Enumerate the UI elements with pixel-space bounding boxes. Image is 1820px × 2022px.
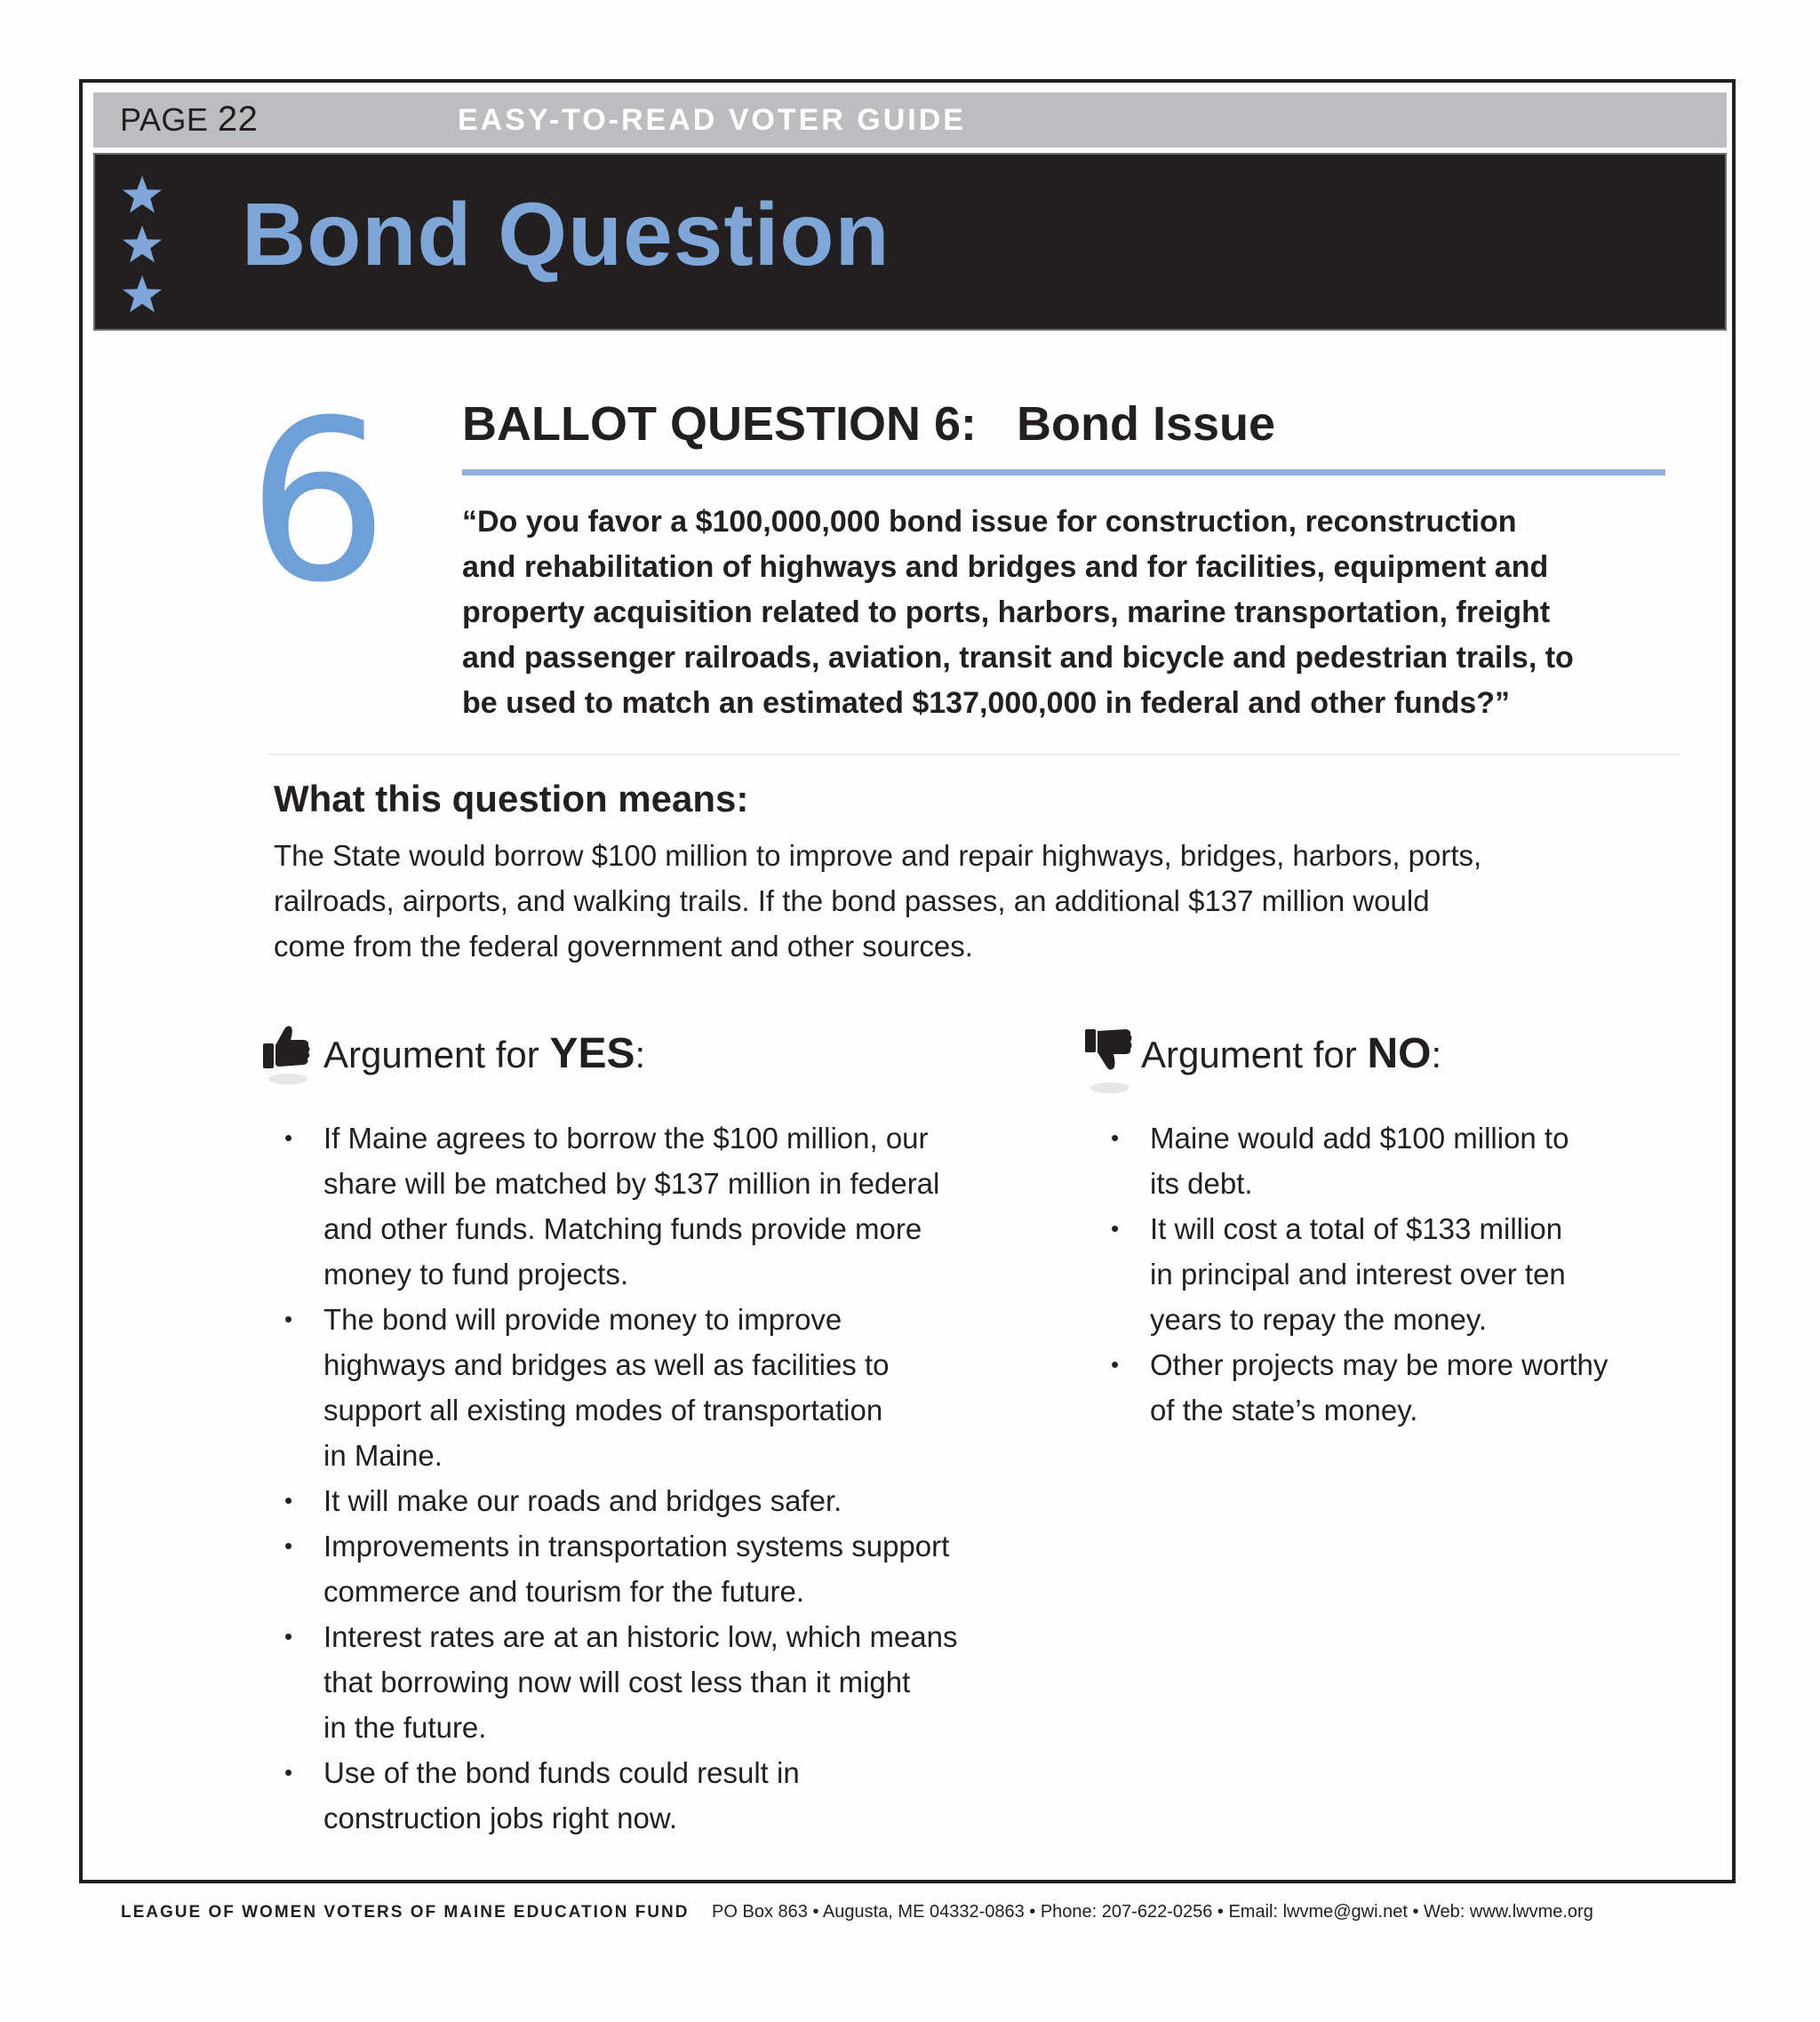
no-heading-prefix: Argument for xyxy=(1141,1034,1368,1075)
title-banner xyxy=(93,153,1727,331)
question-number: 6 xyxy=(247,372,389,631)
bullet: • xyxy=(1111,1215,1120,1242)
yes-heading-strong: YES xyxy=(549,1030,635,1077)
no-heading xyxy=(1141,1030,1442,1077)
list-item xyxy=(1111,1115,1715,1206)
question-line: property acquisition related to ports, harbors, marine transportation, freight xyxy=(462,595,1551,629)
footer xyxy=(121,1902,1593,1922)
list-item-line: The bond will provide money to improve xyxy=(323,1303,842,1336)
yes-heading-suffix: : xyxy=(635,1034,646,1075)
list-item xyxy=(284,1523,1013,1614)
guide-title: EASY-TO-READ VOTER GUIDE xyxy=(458,103,966,137)
list-item xyxy=(1111,1342,1715,1433)
list-item xyxy=(284,1115,1013,1297)
yes-list xyxy=(284,1115,1013,1841)
list-item-line: of the state’s money. xyxy=(1150,1394,1418,1427)
means-line: come from the federal government and other sources. xyxy=(274,930,973,963)
bullet: • xyxy=(284,1124,293,1151)
means-heading: What this question means: xyxy=(274,778,749,819)
list-item-line: that borrowing now will cost less than it might xyxy=(323,1666,911,1698)
list-item-line: share will be matched by $137 million in federal xyxy=(323,1167,940,1200)
list-item-line: and other funds. Matching funds provide more xyxy=(323,1212,922,1245)
header-bar xyxy=(93,92,1727,148)
bullet: • xyxy=(284,1306,293,1332)
list-item-line: It will make our roads and bridges safer. xyxy=(323,1484,842,1517)
question-line: be used to match an estimated $137,000,000 in federal and other funds?” xyxy=(462,686,1511,720)
list-item xyxy=(284,1750,1013,1841)
no-list xyxy=(1111,1115,1715,1433)
list-item-line: Improvements in transportation systems support xyxy=(323,1530,950,1562)
page-number: 22 xyxy=(217,100,259,139)
list-item-line: construction jobs right now. xyxy=(323,1802,678,1834)
page-label-text: PAGE xyxy=(120,101,209,138)
bullet: • xyxy=(1111,1351,1120,1378)
list-item-line: support all existing modes of transportation xyxy=(323,1394,883,1427)
list-item-line: in the future. xyxy=(323,1711,487,1744)
means-text xyxy=(274,833,1696,969)
list-item-line: If Maine agrees to borrow the $100 million, our xyxy=(323,1122,929,1155)
list-item-line: It will cost a total of $133 million xyxy=(1150,1212,1563,1245)
list-item xyxy=(284,1614,1013,1750)
thumbs-down-icon xyxy=(1080,1026,1137,1097)
no-heading-strong: NO xyxy=(1367,1030,1432,1077)
question-line: “Do you favor a $100,000,000 bond issue for construction, reconstruction xyxy=(462,505,1517,539)
page-title: Bond Question xyxy=(242,185,890,284)
star-icon xyxy=(122,224,163,265)
question-line: and passenger railroads, aviation, transit and bicycle and pedestrian trails, to xyxy=(462,641,1574,675)
means-line: railroads, airports, and walking trails. If the bond passes, an additional $137 million would xyxy=(274,884,1430,917)
list-item-line: commerce and tourism for the future. xyxy=(323,1575,805,1608)
yes-heading-prefix: Argument for xyxy=(323,1034,550,1075)
bullet: • xyxy=(284,1532,293,1559)
section-divider xyxy=(267,754,1681,755)
list-item-line: Use of the bond funds could result in xyxy=(323,1756,800,1789)
list-item-line: Interest rates are at an historic low, which means xyxy=(323,1620,958,1653)
list-item-line: highways and bridges as well as facilities to xyxy=(323,1348,890,1381)
star-icon xyxy=(122,274,163,315)
bullet: • xyxy=(284,1487,293,1514)
means-line: The State would borrow $100 million to improve and repair highways, bridges, harbors, ports, xyxy=(274,839,1482,872)
footer-org: LEAGUE OF WOMEN VOTERS OF MAINE EDUCATION FUND xyxy=(121,1903,690,1922)
bullet: • xyxy=(1111,1124,1120,1151)
list-item-line: Other projects may be more worthy xyxy=(1150,1348,1608,1381)
list-item-line: its debt. xyxy=(1150,1167,1253,1200)
footer-contact: PO Box 863 • Augusta, ME 04332-0863 • Phone: 207-622-0256 • Email: lwvme@gwi.net • Web: www.lwvme.org xyxy=(712,1902,1593,1922)
list-item xyxy=(284,1478,1013,1523)
yes-heading xyxy=(323,1030,646,1077)
list-item-line: in Maine. xyxy=(323,1439,443,1472)
list-item xyxy=(1111,1206,1715,1342)
heading-rule xyxy=(462,469,1665,476)
bullet: • xyxy=(284,1759,293,1786)
list-item xyxy=(284,1297,1013,1478)
star-icon xyxy=(122,174,163,215)
thumbs-up-icon xyxy=(258,1020,315,1091)
list-item-line: years to repay the money. xyxy=(1150,1303,1488,1336)
question-line: and rehabilitation of highways and bridges and for facilities, equipment and xyxy=(462,550,1549,584)
no-heading-suffix: : xyxy=(1431,1034,1442,1075)
list-item-line: in principal and interest over ten xyxy=(1150,1258,1566,1291)
page-label xyxy=(120,100,258,140)
question-text xyxy=(462,500,1662,726)
question-heading: BALLOT QUESTION 6: Bond Issue xyxy=(462,397,1276,451)
list-item-line: Maine would add $100 million to xyxy=(1150,1122,1569,1155)
list-item-line: money to fund projects. xyxy=(323,1258,629,1291)
bullet: • xyxy=(284,1623,293,1650)
stars-column xyxy=(122,174,163,324)
